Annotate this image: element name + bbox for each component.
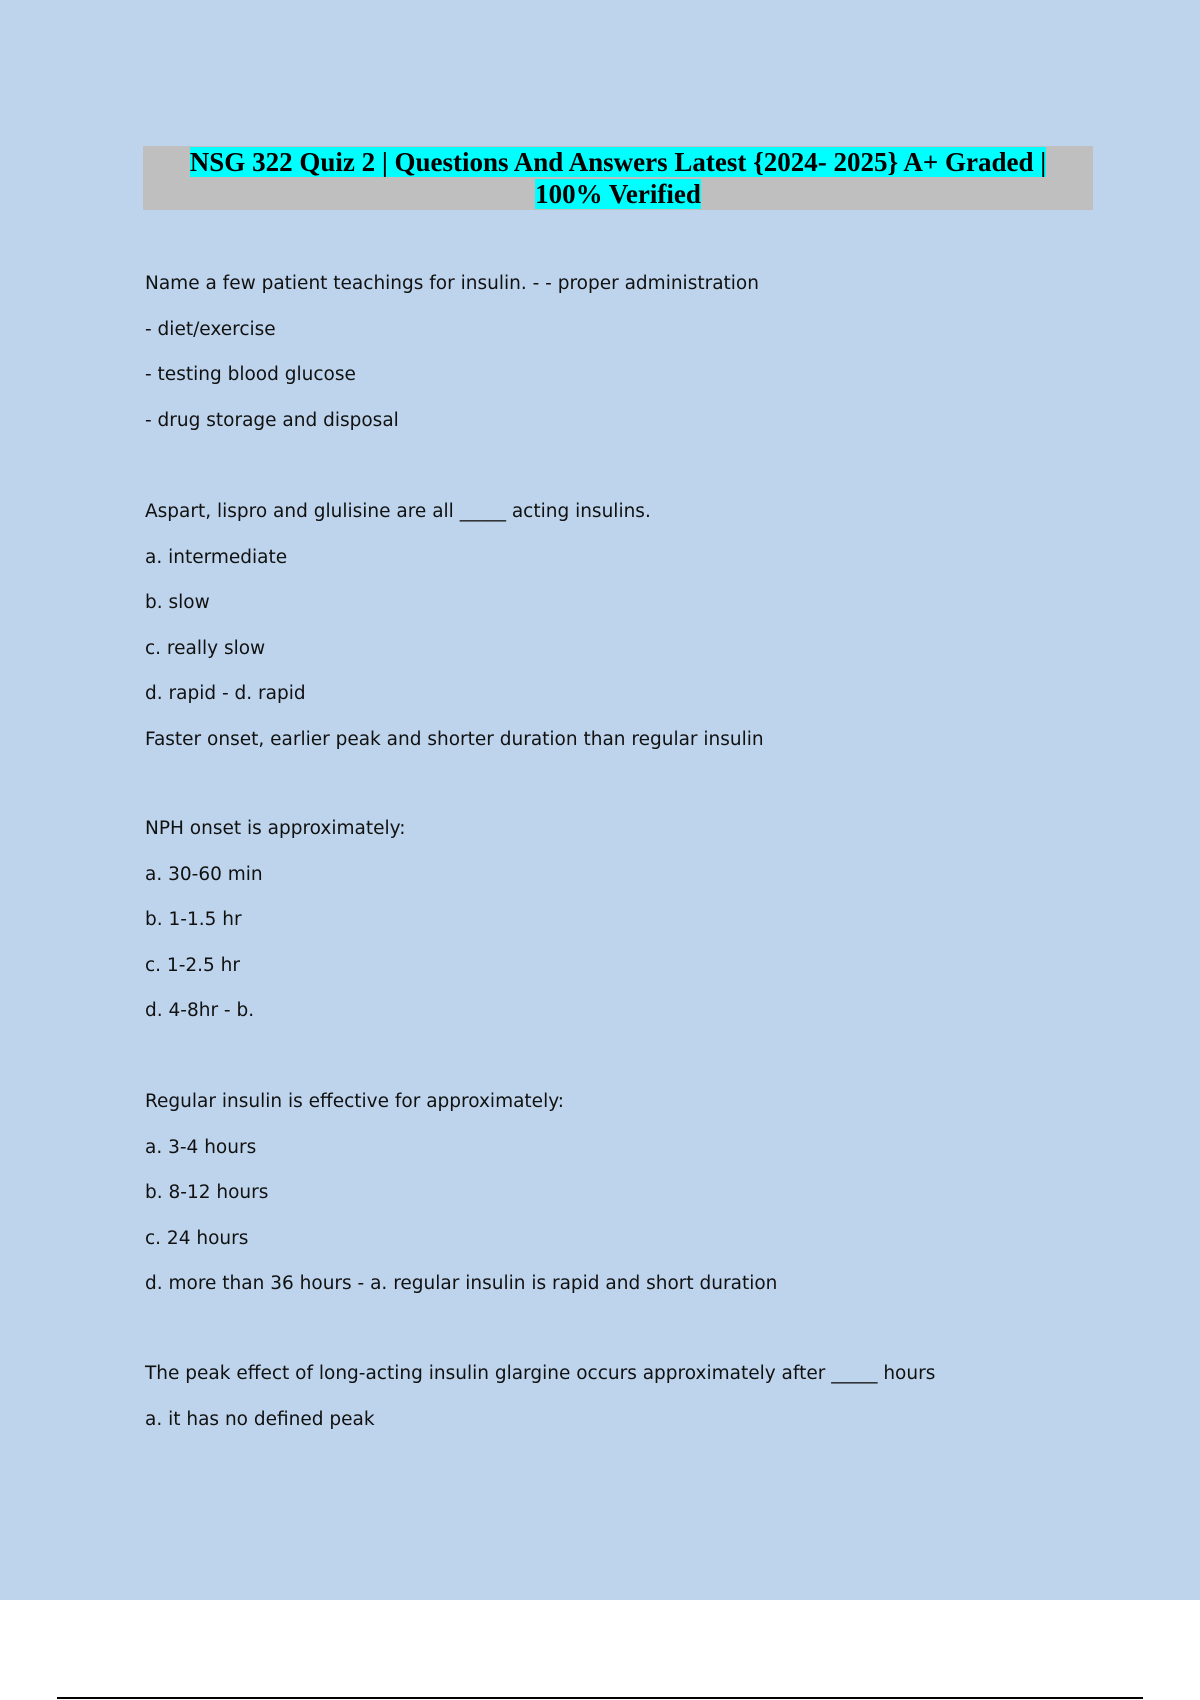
title-line-2: 100% Verified: [535, 179, 701, 209]
title-line-1: NSG 322 Quiz 2 | Questions And Answers Latest {2024- 2025} A+ Graded |: [189, 147, 1047, 177]
answer-option: c. 24 hours: [145, 1228, 249, 1249]
answer-option: d. 4-8hr - b.: [145, 1000, 255, 1021]
answer-option: b. slow: [145, 592, 210, 613]
answer-option: c. 1-2.5 hr: [145, 955, 241, 976]
footer-divider: [57, 1697, 1143, 1699]
answer-option: a. 30-60 min: [145, 864, 263, 885]
answer-option: d. rapid - d. rapid: [145, 683, 306, 704]
answer-line: - testing blood glucose: [145, 364, 356, 385]
answer-option: a. 3-4 hours: [145, 1137, 257, 1158]
question-prompt: Regular insulin is effective for approximately:: [145, 1091, 565, 1112]
answer-option: b. 8-12 hours: [145, 1182, 269, 1203]
question-prompt: Aspart, lispro and glulisine are all _____ acting insulins.: [145, 501, 651, 522]
answer-option: d. more than 36 hours - a. regular insulin is rapid and short duration: [145, 1273, 778, 1294]
answer-explanation: Faster onset, earlier peak and shorter duration than regular insulin: [145, 729, 764, 750]
document-title: [143, 146, 1093, 210]
answer-option: c. really slow: [145, 638, 266, 659]
question-prompt: The peak effect of long-acting insulin glargine occurs approximately after _____ hours: [145, 1363, 936, 1384]
answer-line: - diet/exercise: [145, 319, 276, 340]
question-prompt: Name a few patient teachings for insulin. - - proper administration: [145, 273, 759, 294]
answer-option: a. intermediate: [145, 547, 288, 568]
answer-line: - drug storage and disposal: [145, 410, 399, 431]
answer-option: b. 1-1.5 hr: [145, 909, 242, 930]
question-prompt: NPH onset is approximately:: [145, 818, 406, 839]
answer-option: a. it has no defined peak: [145, 1409, 375, 1430]
